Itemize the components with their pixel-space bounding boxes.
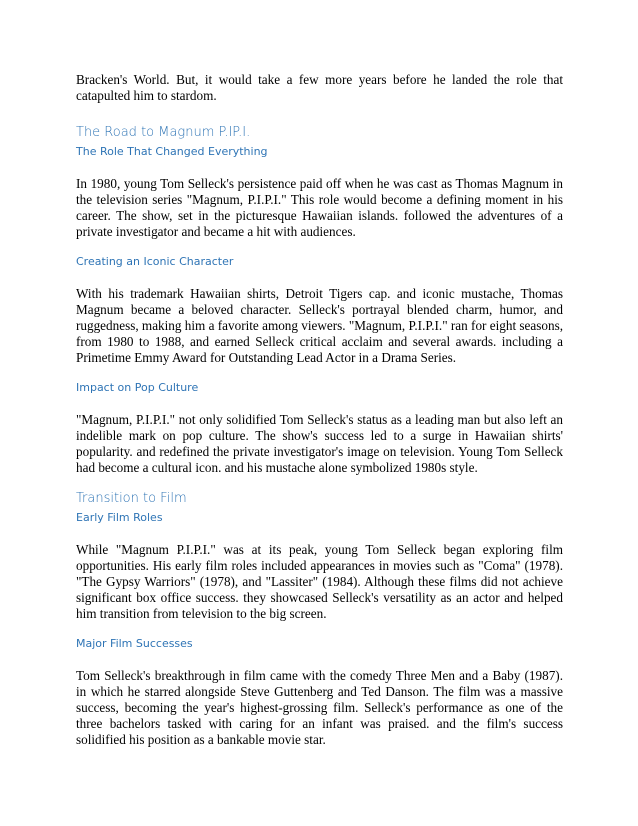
subheading-impact: Impact on Pop Culture	[76, 381, 199, 394]
subheading-major-successes: Major Film Successes	[76, 637, 193, 650]
heading-transition-film: Transition to Film	[76, 491, 187, 506]
document-page	[76, 72, 563, 748]
paragraph-early-roles: While "Magnum P.I.P.I." was at its peak, young Tom Selleck began exploring film opportunities. His early film roles included appearances in movies such as "Coma" (1978). "The Gypsy Warriors" (1978), and "Lassiter" (1984). Although these films did not achieve significant box office success. they showcased Selleck's versatility as an actor and helped him transition from television to the big screen.	[76, 542, 563, 621]
paragraph-pop-culture: "Magnum, P.I.P.I." not only solidified Tom Selleck's status as a leading man but also left an indelible mark on pop culture. The show's success led to a surge in Hawaiian shirts' popularity. and redefined the private investigator's image on television. Young Tom Selleck had become a cultural icon. and his mustache alone symbolized 1980s style.	[76, 412, 563, 475]
paragraph-role: In 1980, young Tom Selleck's persistence paid off when he was cast as Thomas Magnum in the television series "Magnum, P.I.P.I." This role would become a defining moment in his career. The show, set in the picturesque Hawaiian islands. followed the adventures of a private investigator and became a hit with audiences.	[76, 176, 563, 239]
subheading-creating-iconic: Creating an Iconic Character	[76, 255, 234, 268]
subheading-early-roles: Early Film Roles	[76, 511, 163, 524]
paragraph-intro: Bracken's World. But, it would take a few more years before he landed the role that catapulted him to stardom.	[76, 72, 563, 103]
paragraph-iconic: With his trademark Hawaiian shirts, Detroit Tigers cap. and iconic mustache, Thomas Magnum became a beloved character. Selleck's portrayal blended charm, humor, and ruggedness, making him a favorite among viewers. "Magnum, P.I.P.I." ran for eight seasons, from 1980 to 1988, and earned Selleck critical acclaim and several awards. including a Primetime Emmy Award for Outstanding Lead Actor in a Drama Series.	[76, 286, 563, 365]
paragraph-major-successes: Tom Selleck's breakthrough in film came with the comedy Three Men and a Baby (1987). in which he starred alongside Steve Guttenberg and Ted Danson. The film was a massive success, becoming the year's highest-grossing film. Selleck's performance as one of the three bachelors tasked with caring for an infant was praised. and the film's success solidified his position as a bankable movie star.	[76, 668, 563, 747]
subheading-role-changed: The Role That Changed Everything	[76, 145, 268, 158]
heading-road-to-magnum: The Road to Magnum P.IP.I.	[76, 125, 251, 140]
